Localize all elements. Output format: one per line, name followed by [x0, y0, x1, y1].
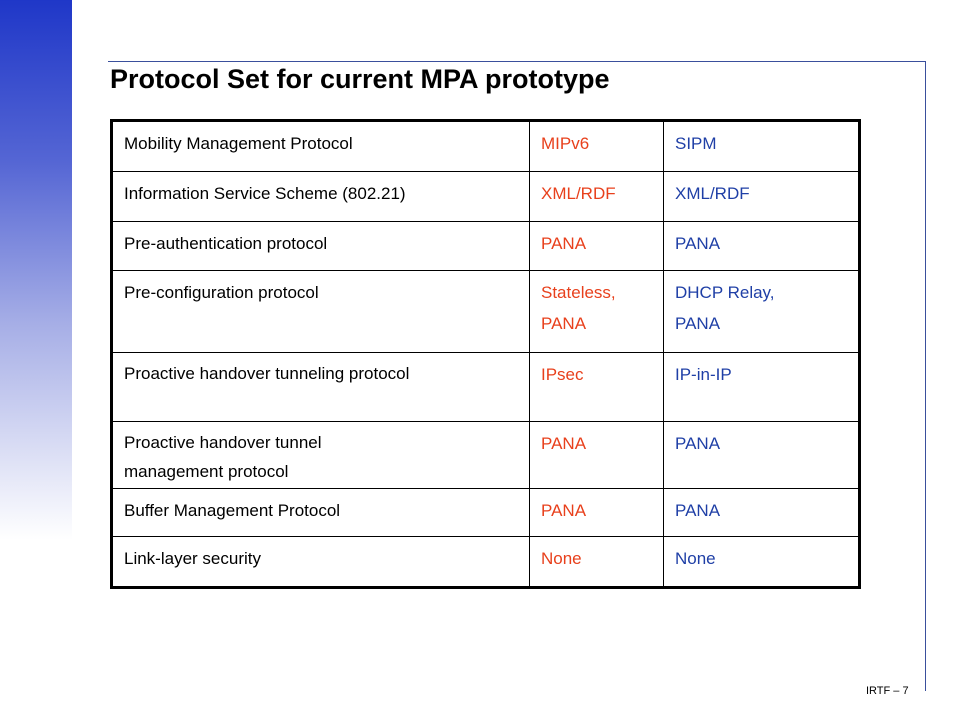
mpa-b-cell: PANA — [664, 489, 860, 537]
mpa-b-cell: XML/RDF — [664, 172, 860, 222]
mpa-b-cell: IP-in-IP — [664, 353, 860, 422]
protocol-cell: Proactive handover tunnel management protocol — [112, 422, 530, 489]
table-row — [112, 537, 860, 588]
mpa-a-cell: MIPv6 — [530, 121, 664, 172]
page-title: Protocol Set for current MPA prototype — [110, 64, 610, 94]
table-row — [112, 172, 860, 222]
protocol-cell: Proactive handover tunneling protocol — [112, 353, 530, 422]
protocol-cell: Mobility Management Protocol — [112, 121, 530, 172]
mpa-a-cell: PANA — [530, 222, 664, 271]
mpa-a-cell: PANA — [530, 489, 664, 537]
protocol-cell: Link-layer security — [112, 537, 530, 588]
table-row — [112, 271, 860, 353]
mpa-a-cell: IPsec — [530, 353, 664, 422]
mpa-a-cell: PANA — [530, 422, 664, 489]
mpa-b-cell: PANA — [664, 422, 860, 489]
protocol-table — [110, 119, 861, 589]
mpa-a-cell: XML/RDF — [530, 172, 664, 222]
protocol-cell: Information Service Scheme (802.21) — [112, 172, 530, 222]
table-row — [112, 121, 860, 172]
mpa-b-cell: PANA — [664, 222, 860, 271]
table-row — [112, 489, 860, 537]
protocol-cell: Pre-configuration protocol — [112, 271, 530, 353]
slide-footer: IRTF – 7 — [866, 685, 909, 697]
protocol-table-container — [110, 119, 858, 586]
side-gradient-decoration — [0, 0, 72, 540]
mpa-b-cell: None — [664, 537, 860, 588]
table-row — [112, 422, 860, 489]
right-rule — [925, 61, 926, 691]
table-row — [112, 222, 860, 271]
mpa-b-cell: DHCP Relay, PANA — [664, 271, 860, 353]
table-row — [112, 353, 860, 422]
mpa-a-cell: None — [530, 537, 664, 588]
mpa-a-cell: Stateless, PANA — [530, 271, 664, 353]
mpa-b-cell: SIPM — [664, 121, 860, 172]
protocol-cell: Pre-authentication protocol — [112, 222, 530, 271]
protocol-cell: Buffer Management Protocol — [112, 489, 530, 537]
